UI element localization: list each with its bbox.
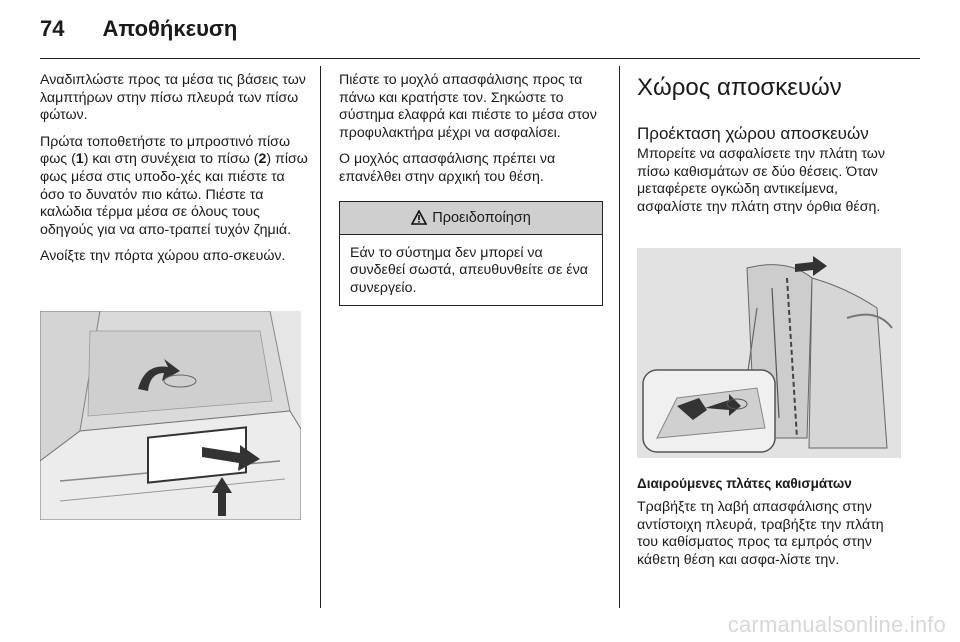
header-divider [40, 58, 920, 59]
column-3-lower [637, 466, 905, 578]
tailgate-illustration [40, 311, 301, 520]
warning-header [340, 202, 602, 235]
tailgate-drawing [40, 311, 301, 520]
warning-triangle-icon [411, 210, 427, 225]
paragraph: Μπορείτε να ασφαλίσετε την πλάτη των πίσω καθισμάτων σε δύο θέσεις. Όταν μεταφέρετε ογκώδη αντικείμενα, ασφαλίστε την πλάτη στην όρθια θέση. [637, 146, 885, 215]
column-3 [637, 72, 905, 225]
column-1 [40, 72, 310, 275]
seat-illustration [637, 248, 901, 458]
column-divider-1 [320, 66, 321, 608]
watermark: carmanualsonline.info [727, 612, 946, 637]
paragraph: Τραβήξτε τη λαβή απασφάλισης στην αντίστοιχη πλευρά, τραβήξτε την πλάτη του καθίσματος προς τα εμπρός στην κάθετη θέση και ασφα-λίστε την. [637, 499, 884, 568]
section-title: Αποθήκευση [102, 16, 238, 41]
main-heading: Χώρος αποσκευών [637, 74, 842, 101]
paragraph: Πιέστε το μοχλό απασφάλισης προς τα πάνω και κρατήστε τον. Σηκώστε το σύστημα ελαφρά και πιέστε το μέσα στον προφυλακτήρα μέχρι να ασφαλίσει. [339, 72, 597, 141]
warning-text: Εάν το σύστημα δεν μπορεί να συνδεθεί σωστά, απευθυνθείτε σε ένα συνεργείο. [350, 244, 588, 296]
column-2 [339, 72, 605, 306]
figure-caption: Διαιρούμενες πλάτες καθισμάτων [637, 476, 852, 491]
paragraph: Αναδιπλώστε προς τα μέσα τις βάσεις των λαμπτήρων στην πίσω πλευρά των πίσω φώτων. [40, 72, 306, 124]
paragraph: Πρώτα τοποθετήστε το μπροστινό πίσω φως (1) και στη συνέχεια το πίσω (2) πίσω φως μέσα στις υποδο-χές και πιέστε τα όσο το δυνατόν πιο κάτω. Πιέστε τα καλώδια τέρμα μέσα σε όλους τους οδηγούς για να απο-τραπεί τυχόν ζημιά. [40, 133, 308, 238]
page-header [40, 16, 237, 46]
paragraph: Ο μοχλός απασφάλισης πρέπει να επανέλθει στην αρχική του θέση. [339, 151, 556, 185]
warning-title: Προειδοποίηση [432, 209, 531, 226]
seat-drawing [637, 248, 901, 458]
page-number: 74 [40, 16, 65, 41]
warning-box [339, 201, 603, 307]
column-divider-2 [619, 66, 620, 608]
subheading: Προέκταση χώρου αποσκευών [637, 124, 869, 143]
paragraph: Ανοίξτε την πόρτα χώρου απο-σκευών. [40, 248, 286, 265]
